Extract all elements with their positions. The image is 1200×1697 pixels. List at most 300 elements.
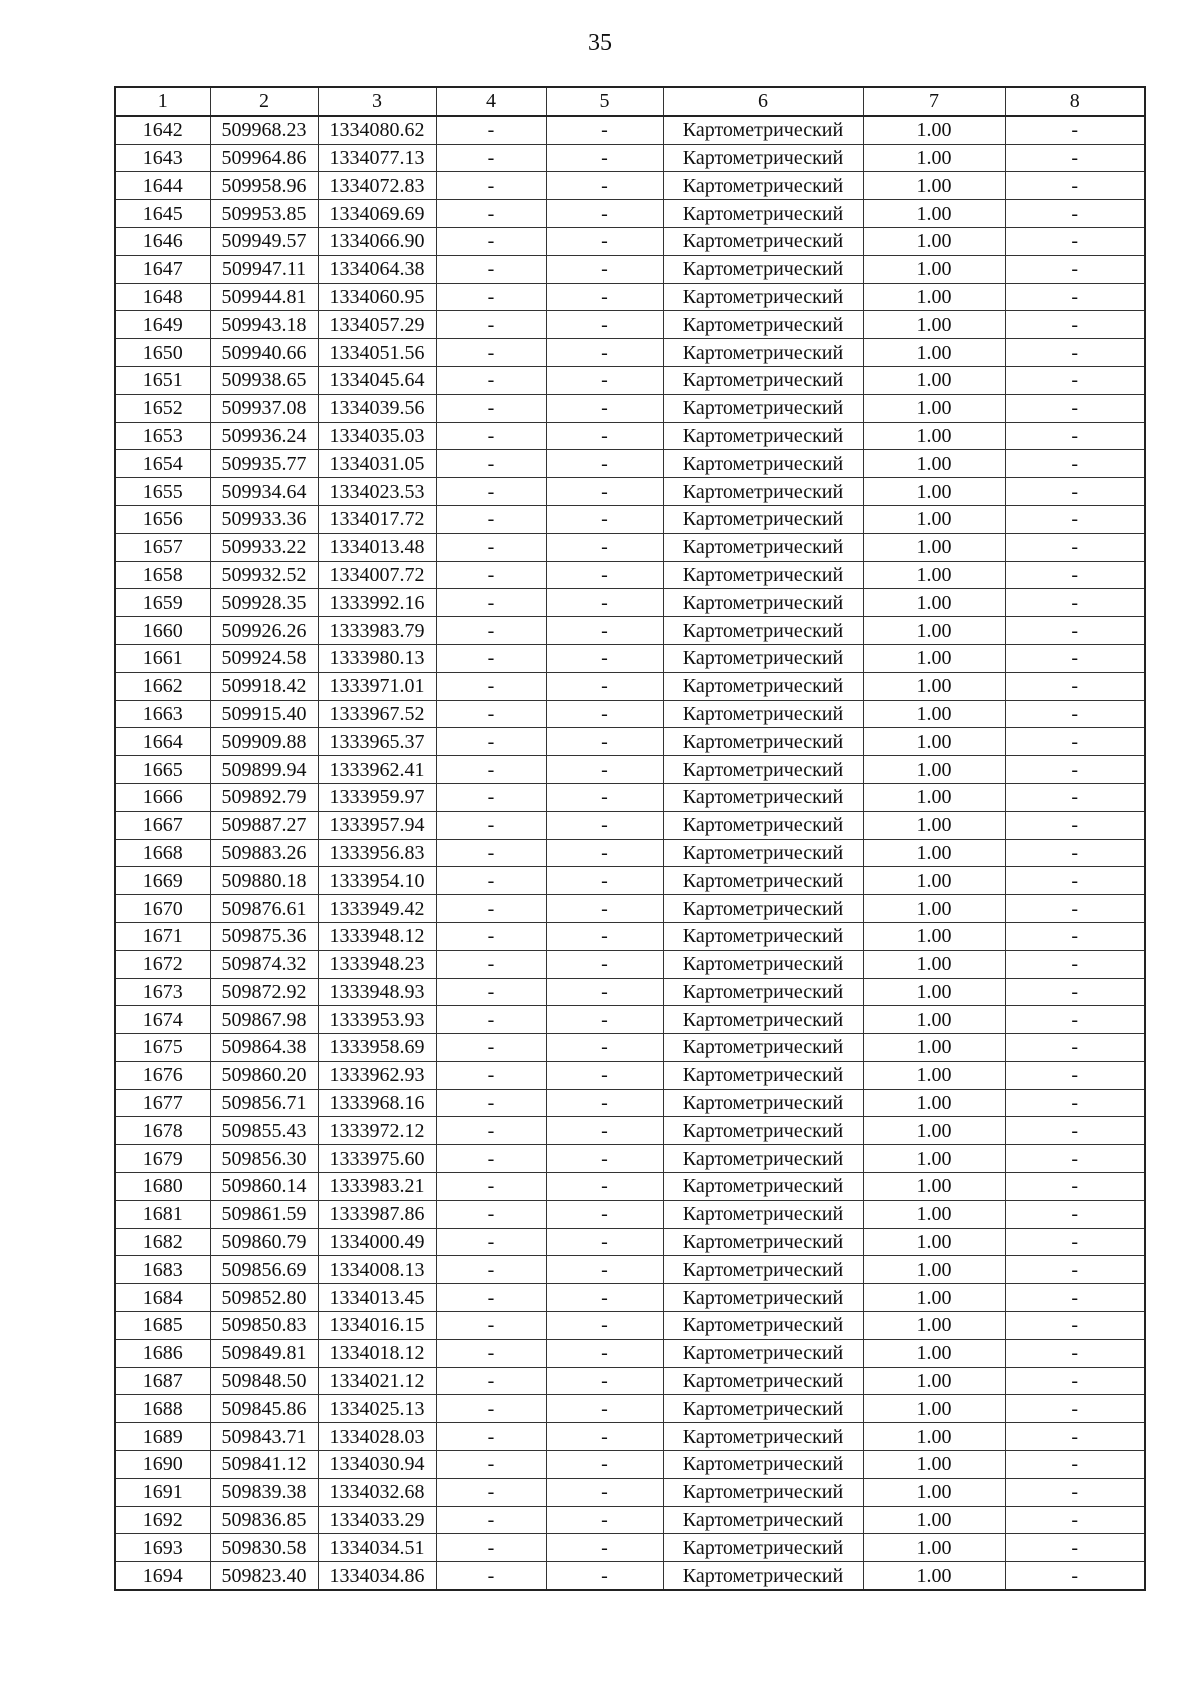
table-cell: - (546, 200, 663, 228)
table-cell: - (436, 227, 546, 255)
table-row (115, 1423, 1145, 1451)
table-cell: 1334032.68 (318, 1478, 436, 1506)
table-cell: - (546, 366, 663, 394)
table-cell: Картометрический (663, 1006, 863, 1034)
table-cell: - (546, 1006, 663, 1034)
table-cell: 1333953.93 (318, 1006, 436, 1034)
table-cell: - (436, 1506, 546, 1534)
table-cell: 1334013.45 (318, 1284, 436, 1312)
table-cell: 509876.61 (210, 895, 318, 923)
column-header: 7 (863, 87, 1005, 116)
table-cell: - (546, 811, 663, 839)
table-cell: 509924.58 (210, 644, 318, 672)
table-cell: 1.00 (863, 172, 1005, 200)
table-cell: 1689 (115, 1423, 210, 1451)
table-cell: - (436, 144, 546, 172)
table-cell: 509874.32 (210, 950, 318, 978)
table-cell: 1333948.23 (318, 950, 436, 978)
table-cell: 1334035.03 (318, 422, 436, 450)
table-cell: Картометрический (663, 172, 863, 200)
table-cell: 1685 (115, 1312, 210, 1340)
table-cell: 1334031.05 (318, 450, 436, 478)
table-cell: - (1005, 617, 1145, 645)
table-row (115, 366, 1145, 394)
table-cell: - (1005, 255, 1145, 283)
table-cell: 509958.96 (210, 172, 318, 200)
table-cell: - (546, 700, 663, 728)
table-cell: Картометрический (663, 1117, 863, 1145)
table-cell: 1.00 (863, 1228, 1005, 1256)
table-cell: Картометрический (663, 1395, 863, 1423)
table-cell: 509843.71 (210, 1423, 318, 1451)
table-row (115, 1562, 1145, 1590)
table-cell: Картометрический (663, 728, 863, 756)
table-cell: 509852.80 (210, 1284, 318, 1312)
table-row (115, 895, 1145, 923)
table-cell: Картометрический (663, 450, 863, 478)
table-cell: Картометрический (663, 1423, 863, 1451)
table-cell: - (436, 1117, 546, 1145)
table-cell: - (436, 1200, 546, 1228)
table-cell: 1662 (115, 672, 210, 700)
table-cell: - (1005, 450, 1145, 478)
table-cell: Картометрический (663, 1200, 863, 1228)
table-cell: - (436, 1034, 546, 1062)
table-row (115, 450, 1145, 478)
table-cell: 1.00 (863, 1395, 1005, 1423)
table-cell: - (546, 1339, 663, 1367)
table-cell: 509860.79 (210, 1228, 318, 1256)
table-cell: 1687 (115, 1367, 210, 1395)
table-cell: 509830.58 (210, 1534, 318, 1562)
table-cell: 1.00 (863, 1534, 1005, 1562)
table-cell: - (1005, 311, 1145, 339)
table-cell: - (1005, 867, 1145, 895)
table-cell: 1.00 (863, 1006, 1005, 1034)
table-cell: 509848.50 (210, 1367, 318, 1395)
table-cell: Картометрический (663, 589, 863, 617)
table-cell: 1.00 (863, 811, 1005, 839)
table-cell: 509860.20 (210, 1061, 318, 1089)
table-cell: - (436, 589, 546, 617)
table-cell: 1334072.83 (318, 172, 436, 200)
table-cell: - (436, 756, 546, 784)
table-cell: - (546, 728, 663, 756)
table-cell: 1334023.53 (318, 478, 436, 506)
table-cell: - (436, 1478, 546, 1506)
table-cell: 1333948.93 (318, 978, 436, 1006)
table-row (115, 116, 1145, 144)
table-cell: Картометрический (663, 394, 863, 422)
table-cell: 1679 (115, 1145, 210, 1173)
table-row (115, 505, 1145, 533)
table-cell: 1333967.52 (318, 700, 436, 728)
table-cell: 1690 (115, 1451, 210, 1479)
table-row (115, 1367, 1145, 1395)
table-cell: 1.00 (863, 1451, 1005, 1479)
table-row (115, 1312, 1145, 1340)
table-cell: - (546, 450, 663, 478)
table-cell: - (1005, 1478, 1145, 1506)
table-cell: Картометрический (663, 895, 863, 923)
table-cell: - (546, 1061, 663, 1089)
table-cell: 1333968.16 (318, 1089, 436, 1117)
table-cell: - (546, 1367, 663, 1395)
table-cell: - (436, 1145, 546, 1173)
table-cell: 509968.23 (210, 116, 318, 144)
table-cell: - (546, 1228, 663, 1256)
table-body (115, 116, 1145, 1590)
table-row (115, 1173, 1145, 1201)
table-row (115, 1117, 1145, 1145)
table-cell: 509880.18 (210, 867, 318, 895)
table-cell: 1333965.37 (318, 728, 436, 756)
table-cell: 1334021.12 (318, 1367, 436, 1395)
table-cell: 1.00 (863, 700, 1005, 728)
table-cell: 1674 (115, 1006, 210, 1034)
table-cell: - (546, 1117, 663, 1145)
table-cell: 1.00 (863, 1034, 1005, 1062)
table-cell: 509933.36 (210, 505, 318, 533)
table-cell: - (1005, 950, 1145, 978)
table-cell: - (546, 950, 663, 978)
table-cell: - (436, 533, 546, 561)
table-cell: - (546, 561, 663, 589)
table-cell: 509823.40 (210, 1562, 318, 1590)
page-number: 35 (588, 30, 612, 56)
table-cell: - (546, 478, 663, 506)
table-cell: 1.00 (863, 1339, 1005, 1367)
table-cell: 1334018.12 (318, 1339, 436, 1367)
table-cell: 509909.88 (210, 728, 318, 756)
table-cell: 1.00 (863, 895, 1005, 923)
table-cell: - (546, 533, 663, 561)
table-cell: Картометрический (663, 950, 863, 978)
table-row (115, 756, 1145, 784)
table-cell: - (546, 227, 663, 255)
table-cell: - (1005, 1173, 1145, 1201)
table-cell: - (546, 394, 663, 422)
table-cell: 1646 (115, 227, 210, 255)
table-cell: 1648 (115, 283, 210, 311)
table-cell: - (436, 1256, 546, 1284)
table-row (115, 339, 1145, 367)
table-cell: 1.00 (863, 1367, 1005, 1395)
table-cell: Картометрический (663, 227, 863, 255)
table-row (115, 783, 1145, 811)
table-row (115, 533, 1145, 561)
table-cell: - (1005, 1061, 1145, 1089)
table-cell: - (436, 1395, 546, 1423)
table-cell: Картометрический (663, 144, 863, 172)
table-cell: 1334008.13 (318, 1256, 436, 1284)
table-row (115, 478, 1145, 506)
table-cell: - (546, 1089, 663, 1117)
table-cell: 509845.86 (210, 1395, 318, 1423)
table-cell: Картометрический (663, 533, 863, 561)
column-header: 6 (663, 87, 863, 116)
table-cell: - (546, 1200, 663, 1228)
table-cell: 1.00 (863, 617, 1005, 645)
table-cell: - (1005, 1367, 1145, 1395)
table-cell: 1.00 (863, 505, 1005, 533)
table-row (115, 1200, 1145, 1228)
table-cell: 1.00 (863, 255, 1005, 283)
table-cell: - (436, 1006, 546, 1034)
table-cell: Картометрический (663, 505, 863, 533)
table-cell: - (436, 922, 546, 950)
table-cell: - (546, 644, 663, 672)
table-header-row (115, 87, 1145, 116)
table-cell: - (1005, 366, 1145, 394)
table-cell: 1334017.72 (318, 505, 436, 533)
table-cell: - (436, 811, 546, 839)
table-cell: - (436, 1367, 546, 1395)
table-cell: 509926.26 (210, 617, 318, 645)
table-cell: - (436, 700, 546, 728)
table-cell: 1333983.79 (318, 617, 436, 645)
table-cell: 1334034.51 (318, 1534, 436, 1562)
table-cell: 1334069.69 (318, 200, 436, 228)
table-cell: 1651 (115, 366, 210, 394)
table-cell: 1.00 (863, 867, 1005, 895)
table-cell: - (1005, 1506, 1145, 1534)
table-cell: 509836.85 (210, 1506, 318, 1534)
table-cell: - (436, 505, 546, 533)
table-row (115, 589, 1145, 617)
table-cell: - (1005, 895, 1145, 923)
table-cell: 1334039.56 (318, 394, 436, 422)
table-cell: - (546, 1423, 663, 1451)
table-row (115, 867, 1145, 895)
table-cell: - (1005, 1256, 1145, 1284)
table-cell: 1334016.15 (318, 1312, 436, 1340)
table-cell: 1333987.86 (318, 1200, 436, 1228)
table-cell: 509883.26 (210, 839, 318, 867)
table-cell: 1642 (115, 116, 210, 144)
table-cell: 1.00 (863, 227, 1005, 255)
table-cell: - (436, 450, 546, 478)
table-row (115, 1145, 1145, 1173)
table-cell: 509933.22 (210, 533, 318, 561)
table-cell: 1678 (115, 1117, 210, 1145)
table-row (115, 1284, 1145, 1312)
table-cell: Картометрический (663, 617, 863, 645)
table-cell: 1691 (115, 1478, 210, 1506)
table-cell: 1333949.42 (318, 895, 436, 923)
table-cell: 1.00 (863, 1423, 1005, 1451)
table-cell: - (436, 339, 546, 367)
table-cell: Картометрический (663, 1034, 863, 1062)
table-cell: 1.00 (863, 533, 1005, 561)
table-cell: 509855.43 (210, 1117, 318, 1145)
table-cell: - (436, 478, 546, 506)
table-cell: 1665 (115, 756, 210, 784)
table-cell: 509937.08 (210, 394, 318, 422)
column-header: 2 (210, 87, 318, 116)
table-row (115, 672, 1145, 700)
table-cell: - (1005, 1006, 1145, 1034)
table-cell: 1683 (115, 1256, 210, 1284)
table-cell: 1649 (115, 311, 210, 339)
table-cell: - (1005, 422, 1145, 450)
table-cell: 1.00 (863, 1200, 1005, 1228)
table-cell: 1334066.90 (318, 227, 436, 255)
table-cell: - (436, 116, 546, 144)
table-cell: - (1005, 1284, 1145, 1312)
table-row (115, 1034, 1145, 1062)
table-cell: 1334000.49 (318, 1228, 436, 1256)
table-cell: 1.00 (863, 783, 1005, 811)
table-cell: Картометрический (663, 756, 863, 784)
table-cell: - (436, 394, 546, 422)
table-cell: - (546, 1506, 663, 1534)
table-cell: 1686 (115, 1339, 210, 1367)
table-cell: - (1005, 394, 1145, 422)
table-cell: Картометрический (663, 978, 863, 1006)
table-cell: 1.00 (863, 839, 1005, 867)
table-cell: - (1005, 756, 1145, 784)
table-cell: Картометрический (663, 672, 863, 700)
table-cell: 1.00 (863, 1284, 1005, 1312)
table-cell: - (1005, 978, 1145, 1006)
column-header: 1 (115, 87, 210, 116)
table-cell: 1334025.13 (318, 1395, 436, 1423)
table-cell: - (436, 617, 546, 645)
table-cell: Картометрический (663, 283, 863, 311)
table-cell: - (546, 1562, 663, 1590)
table-cell: - (1005, 533, 1145, 561)
table-row (115, 227, 1145, 255)
table-cell: - (1005, 644, 1145, 672)
table-cell: Картометрический (663, 1061, 863, 1089)
table-cell: 509892.79 (210, 783, 318, 811)
table-cell: 1.00 (863, 589, 1005, 617)
table-cell: - (436, 1228, 546, 1256)
table-row (115, 839, 1145, 867)
column-header: 4 (436, 87, 546, 116)
table-cell: 1677 (115, 1089, 210, 1117)
table-cell: - (546, 1284, 663, 1312)
table-cell: 509856.71 (210, 1089, 318, 1117)
table-cell: Картометрический (663, 1562, 863, 1590)
table-row (115, 561, 1145, 589)
table-cell: - (546, 895, 663, 923)
table-cell: - (1005, 1312, 1145, 1340)
table-cell: 1.00 (863, 756, 1005, 784)
table-cell: Картометрический (663, 1478, 863, 1506)
table-cell: 1.00 (863, 1478, 1005, 1506)
table-cell: Картометрический (663, 422, 863, 450)
table-cell: 509860.14 (210, 1173, 318, 1201)
table-cell: 1.00 (863, 1256, 1005, 1284)
table-cell: - (436, 1089, 546, 1117)
table-cell: - (1005, 811, 1145, 839)
table-cell: 1334033.29 (318, 1506, 436, 1534)
table-cell: 1.00 (863, 672, 1005, 700)
table-cell: - (436, 1562, 546, 1590)
table-cell: Картометрический (663, 1367, 863, 1395)
table-cell: 509915.40 (210, 700, 318, 728)
table-cell: 1.00 (863, 950, 1005, 978)
table-cell: 509936.24 (210, 422, 318, 450)
table-cell: - (436, 672, 546, 700)
table-cell: 1.00 (863, 311, 1005, 339)
table-cell: 1333956.83 (318, 839, 436, 867)
table-row (115, 200, 1145, 228)
table-cell: 1684 (115, 1284, 210, 1312)
table-cell: 1334057.29 (318, 311, 436, 339)
table-cell: 1333962.41 (318, 756, 436, 784)
table-cell: - (436, 1451, 546, 1479)
column-header: 5 (546, 87, 663, 116)
table-cell: Картометрический (663, 1228, 863, 1256)
table-cell: 509856.30 (210, 1145, 318, 1173)
table-cell: 1.00 (863, 200, 1005, 228)
table-cell: 1333962.93 (318, 1061, 436, 1089)
table-cell: - (1005, 1034, 1145, 1062)
table-cell: - (1005, 339, 1145, 367)
table-cell: 1.00 (863, 1312, 1005, 1340)
table-cell: 1643 (115, 144, 210, 172)
table-cell: - (546, 839, 663, 867)
table-cell: - (1005, 144, 1145, 172)
table-cell: 1675 (115, 1034, 210, 1062)
table-cell: 1.00 (863, 339, 1005, 367)
table-cell: 1334045.64 (318, 366, 436, 394)
table-cell: 1656 (115, 505, 210, 533)
table-cell: 1666 (115, 783, 210, 811)
table-cell: Картометрический (663, 1506, 863, 1534)
coordinates-table (114, 86, 1146, 1591)
table-cell: Картометрический (663, 783, 863, 811)
table-cell: - (1005, 922, 1145, 950)
table-cell: 1645 (115, 200, 210, 228)
table-cell: - (546, 756, 663, 784)
table-cell: 1334030.94 (318, 1451, 436, 1479)
table-cell: 1647 (115, 255, 210, 283)
table-cell: 1681 (115, 1200, 210, 1228)
table-cell: 509947.11 (210, 255, 318, 283)
table-cell: - (1005, 1534, 1145, 1562)
table-row (115, 644, 1145, 672)
table-row (115, 1478, 1145, 1506)
table-cell: 509875.36 (210, 922, 318, 950)
table-cell: - (1005, 589, 1145, 617)
table-cell: 1654 (115, 450, 210, 478)
table-cell: - (546, 783, 663, 811)
table-cell: 509935.77 (210, 450, 318, 478)
table-cell: 1680 (115, 1173, 210, 1201)
table-cell: - (436, 1061, 546, 1089)
table-cell: - (546, 255, 663, 283)
table-cell: 1667 (115, 811, 210, 839)
table-cell: - (546, 1395, 663, 1423)
table-row (115, 1534, 1145, 1562)
table-cell: 509867.98 (210, 1006, 318, 1034)
table-cell: 1.00 (863, 116, 1005, 144)
table-cell: - (436, 561, 546, 589)
table-cell: 1658 (115, 561, 210, 589)
table-cell: 1333992.16 (318, 589, 436, 617)
table-cell: 509944.81 (210, 283, 318, 311)
table-row (115, 311, 1145, 339)
table-cell: - (1005, 1423, 1145, 1451)
table-cell: Картометрический (663, 116, 863, 144)
column-header: 3 (318, 87, 436, 116)
table-cell: 509949.57 (210, 227, 318, 255)
table-cell: 1.00 (863, 1145, 1005, 1173)
